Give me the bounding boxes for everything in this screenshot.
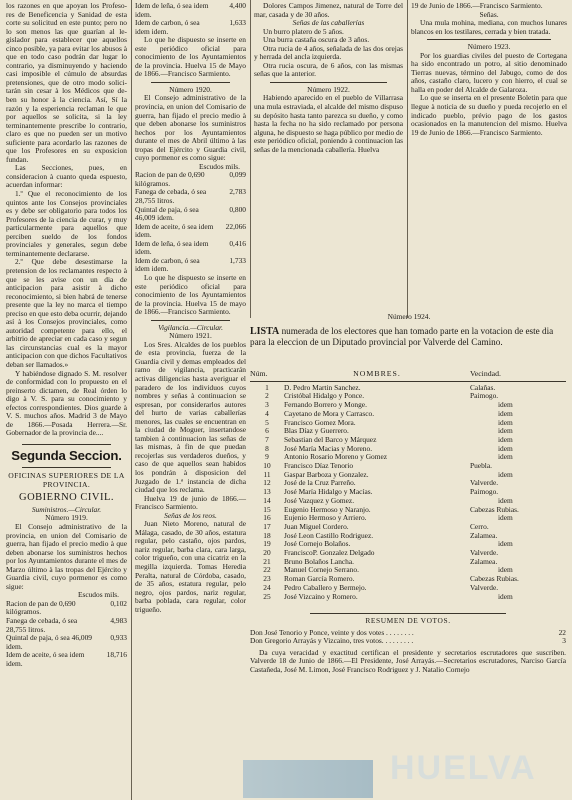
row-vecindad: Cerro. bbox=[470, 521, 489, 531]
item-label: Racion de pan de 0,690 kilógramos. bbox=[6, 598, 76, 617]
row-name: José Leon Castillo Rodriguez. bbox=[284, 530, 374, 540]
divider bbox=[270, 82, 387, 83]
paragraph: Lo que se inserta en el presente Boletin para que llegue à noticia de su dueño y pueda recojerlo en el indicado pueblo, prévio pago de los gastos ocasionados en la manutencion del mismo. Huelva 19 de Junio de 1866.—Francisco Sarmiento. bbox=[411, 93, 567, 137]
item-label: Idem de aceite, ó sea idem idem. bbox=[135, 221, 214, 240]
item-label: Quintal de paja, ó sea 46,009 idem. bbox=[135, 204, 199, 223]
text-line: contrario, ya disminuyendo y haciendo bbox=[6, 60, 127, 70]
col-names-header: NOMBRES. bbox=[353, 369, 401, 378]
text-line: terminantemente prescribe lo contrario, bbox=[6, 120, 127, 130]
list-item bbox=[6, 617, 127, 634]
row-name: Eugenio Hermoso y Naranjo. bbox=[284, 504, 371, 514]
item-value: 2,783 bbox=[229, 187, 246, 197]
number-heading: Número 1919. bbox=[45, 513, 88, 523]
paragraph: Una mula mohina, mediana, con muchos lunares blancos en los testilares, cerrada y bien tratada. bbox=[411, 18, 567, 36]
list-item bbox=[135, 257, 246, 274]
text-line: à que en todo caso podrán dar lugar lo bbox=[6, 43, 127, 62]
row-vecindad: idem bbox=[498, 417, 513, 427]
list-item bbox=[135, 240, 246, 257]
number-heading: Número 1924. bbox=[387, 312, 431, 321]
item-label: Idem de aceite, ó sea idem idem. bbox=[6, 650, 85, 668]
item-value: 22,066 bbox=[225, 221, 246, 231]
row-name: Bruno Bolaños Lancha. bbox=[284, 556, 354, 566]
paragraph: El Consejo administrativo de la provincia, en union del Comisario de guerra, han fijado el precio medio à que deben abonarse los suministros hechos por los Ayuntamientos durante el mes de Marzo último à las tropas del Ejército y Guardia civil, cuyo pormenor es como sigue: bbox=[6, 521, 127, 591]
column-4 bbox=[411, 2, 567, 137]
row-number: 20 bbox=[263, 548, 271, 558]
text-line: corte su solicitud en este punto; pero bbox=[6, 18, 120, 28]
lista-title bbox=[250, 326, 566, 347]
section-heading: Segunda Seccion. bbox=[11, 447, 122, 463]
paragraph: Huelva 19 de junio de 1866.—Francisco Sarmiento. bbox=[135, 493, 246, 512]
paragraph: Y habiéndose dignado S. M. resolver de conformidad con lo propuesto en el preinserto dictamen, de Real órden lo digo à V. S. para su conocimiento y efectos correspondientes. Dios guarde à V. S. muchos años. Madrid 3 de Mayo de 1866.—Posada Herrera.—Sr. Gobernador de la provincia de.... bbox=[6, 368, 127, 438]
text-line: razón y la esperiencia reclaman le bbox=[6, 103, 117, 113]
text-line: gislador para establecer que aquellos bbox=[6, 35, 127, 45]
item-label: Racion de pan de 0,690 kilógramos. bbox=[135, 170, 205, 188]
row-name: D. Pedro Martin Sanchez. bbox=[284, 382, 361, 392]
row-name: Antonio Rosario Moreno y Gomez bbox=[284, 452, 388, 462]
row-vecindad: Cabezas Rubias. bbox=[470, 504, 519, 514]
row-number: 3 bbox=[265, 400, 269, 410]
list-item bbox=[135, 19, 246, 36]
text-line: cinco posible, ya para evitar los abusos bbox=[6, 43, 124, 53]
paragraph: El Consejo administrativo de la provincia, en union del Comisario de guerra, han fijado el precio medio à que deben abonarse los suministros hechos por los Ayuntamientos durante el mes de Abril último à las tropas del Ejército y Guardia civil, cuyo pormenor es como sigue: bbox=[135, 93, 246, 163]
subheading: Señas. bbox=[479, 9, 499, 19]
number-heading: Número 1922. bbox=[307, 84, 350, 94]
subheading: Señas de las caballerías bbox=[292, 18, 365, 28]
row-name: Eujenio Hermoso y Arriero. bbox=[284, 513, 367, 523]
lista-number bbox=[252, 312, 566, 321]
divider bbox=[22, 444, 111, 445]
row-number: 2 bbox=[265, 391, 269, 401]
text-line: pretensiones, que de otro modo solici- bbox=[6, 77, 127, 87]
row-vecindad: idem bbox=[498, 434, 513, 444]
row-name: José María Hidalgo y Macías. bbox=[284, 487, 373, 497]
row-vecindad: Zalamea. bbox=[470, 530, 498, 540]
row-number: 14 bbox=[263, 495, 271, 505]
row-vecindad: idem bbox=[498, 408, 513, 418]
col-vecindad-header: Vecindad. bbox=[470, 369, 501, 378]
price-list bbox=[135, 2, 246, 36]
item-label: Fanega de cebada, ó sea 28,755 litros. bbox=[6, 616, 78, 634]
row-name: Juan Miguel Cordero. bbox=[284, 521, 349, 531]
paragraph: Juan Nieto Moreno, natural de Málaga, casado, de 30 años, estatura regular, pelo castaño, ojos pardos, nariz regular, barba clara, cara larga, color trigueño, con una cicatriz en la megilla izquierda. Tomas Heredia Peralta, natural de Córdoba, casado, de 35 años, estatura regular, pelo negro, ojos pardos, nariz regular, barba poblada, cara regular, color trigueño. bbox=[135, 519, 246, 614]
paragraph: Los Sres. Alcaldes de los pueblos de esta provincia, fuerza de la Guardia civil y demas empleados del ramo de vigilancia, practicarán activas diligencias hasta averiguar el paradero de los individuos cuyos nombres y señas à continuacion se espresan, por considerarlos autores del hurto de varias caballerías menores, las cuales se encuentran en la ciudad de Moguer, insertandose tambien à continuacion las señas de las mismas, à fin de que puedan recojerlas sus verdaderos dueños, y caso de que aquellos sean habidos los pondrán à disposicion del Juzgado de 1.ª instancia de dicha ciudad que los reclama. bbox=[135, 339, 246, 495]
list-item bbox=[135, 223, 246, 240]
seal-stamp bbox=[243, 760, 373, 798]
votes-summary bbox=[250, 613, 566, 675]
row-name: José María Macias y Moreno. bbox=[284, 443, 373, 453]
row-vecindad: idem bbox=[498, 469, 513, 479]
row-vecindad: Paimogo. bbox=[470, 391, 499, 401]
item-label: Idem de carbon, ó sea idem idem. bbox=[135, 255, 200, 274]
paragraph: Las Secciones, pues, en consideracion à cuanto queda espuesto, acuerdan informar: bbox=[6, 163, 127, 190]
number-heading: Número 1920. bbox=[169, 84, 212, 94]
list-item bbox=[135, 171, 246, 188]
column-2 bbox=[135, 2, 246, 614]
paragraph: 19 de Junio de 1866.—Francisco Sarmiento. bbox=[411, 1, 543, 10]
paragraph: Otra rucia de 4 años, señalada de las dos orejas y herrada del ancla izquierda. bbox=[254, 43, 403, 62]
item-value: 0,416 bbox=[229, 238, 246, 248]
paragraph: Lo que he dispuesto se inserte en este periódico oficial para conocimiento de los Ayuntamientos de la provincia. Huelva 15 de mayo de 1866.—Francisco Sarmiento. bbox=[135, 272, 246, 317]
number-heading: Número 1923. bbox=[467, 42, 511, 52]
row-name: Gaspar Barboza y Gonzalez. bbox=[284, 469, 369, 479]
row-name: José Cornejo Bolaños. bbox=[284, 539, 351, 549]
electors-table bbox=[250, 368, 566, 601]
row-number: 21 bbox=[263, 556, 271, 566]
row-number: 15 bbox=[263, 504, 271, 514]
row-number: 7 bbox=[265, 434, 269, 444]
list-item bbox=[135, 2, 246, 19]
row-number: 24 bbox=[263, 582, 271, 592]
text-line: tarán sin cesar à los Médicos que de- bbox=[6, 86, 127, 96]
table-body bbox=[250, 384, 566, 602]
item-value: 22 bbox=[558, 627, 566, 637]
lead-lines bbox=[6, 2, 127, 164]
column-divider bbox=[407, 0, 408, 318]
text-line: los razones en que apoyan los Profeso- bbox=[6, 1, 127, 10]
divider bbox=[427, 39, 551, 40]
row-vecindad: idem bbox=[498, 539, 513, 549]
row-number: 4 bbox=[265, 408, 269, 418]
table-row bbox=[250, 593, 566, 602]
row-vecindad: idem bbox=[498, 495, 513, 505]
row-name: Francisco Díaz Tenorio bbox=[284, 461, 354, 471]
list-item bbox=[135, 206, 246, 223]
row-name: Blas Díaz y Guerrero. bbox=[284, 426, 349, 436]
paragraph: 2.º Que debe desestimarse la pretension de los reclamantes respecto à que se les avise con un dia de anticipacion para asistir à dicho reconocimiento, si bien habrá de tenerse presente que la ley no marca el tiempo preciso en que esto deba ocurrir, dejando así à los Consejos provinciales, como autoridad competente para ello, el arbitrio de apreciar en cada caso y segun las circunstancias cual es la mayor anticipacion con que dichos Facultativos deban ser llamados.» bbox=[6, 257, 127, 369]
lista-title-text: numerada de los electores que han tomado parte en la votacion de este dia para la eleccion de un Diputado provincial por Valverde del Camino. bbox=[250, 326, 554, 348]
subheading: Señas de los reos. bbox=[164, 510, 217, 520]
row-vecindad: idem bbox=[498, 426, 513, 436]
paragraph: Un burro platero de 5 años. bbox=[263, 26, 344, 36]
row-name: Manuel Cornejo Serrano. bbox=[284, 565, 359, 575]
row-number: 13 bbox=[263, 487, 271, 497]
number-heading: Número 1921. bbox=[169, 331, 212, 341]
row-name: Roman García Romero. bbox=[284, 574, 355, 584]
row-vecindad: idem bbox=[498, 565, 513, 575]
watermark-huelva: HUELVA bbox=[390, 749, 537, 787]
row-number: 11 bbox=[263, 469, 271, 479]
paragraph: Por los guardias civiles del puesto de Cortegana ha sido encontrado un potro, al sitio denominado Tierras nuevas, término del Jabugo, como de dos años, castaño claro, lucero y con hierro, el cual se halla en poder del Alcalde de Galaroza. bbox=[411, 50, 567, 94]
row-number: 10 bbox=[263, 461, 271, 471]
text-line: claro es que no pueden ser un motivo bbox=[6, 129, 127, 139]
row-name: Francisco Gomez Mora. bbox=[284, 417, 356, 427]
row-name: Fernando Borrero y Monge. bbox=[284, 400, 367, 410]
paragraph: Lo que he dispuesto se inserte en este periódico oficial para conocimiento de los Ayuntamientos de la provincia. Huelva 15 de Mayo de 1866.—Francisco Sarmiento. bbox=[135, 35, 246, 79]
item-value: 4,400 bbox=[229, 1, 246, 10]
item-value: 18,716 bbox=[106, 650, 127, 660]
paragraph: Otra rucia oscura, de 6 años, con las mismas señas que la anterior. bbox=[254, 60, 403, 79]
row-vecindad: Cabezas Rubias. bbox=[470, 574, 519, 584]
text-line: de que los Profesores en su exposicion bbox=[6, 137, 127, 156]
item-value: 4,983 bbox=[110, 616, 127, 625]
row-number: 5 bbox=[265, 417, 269, 427]
row-name: José Vizcaino y Romero. bbox=[284, 591, 358, 601]
text-line: ben su honor à la ciencia. Así, Sí la bbox=[6, 95, 127, 105]
lista-title-bold: LISTA bbox=[250, 326, 280, 337]
paragraph: 1.º Que el reconocimiento de los quintos ante los Consejos provinciales es y debe ser obligatorio para todos los Profesores de la ciencia de curar, y muy particularmente para aquellos que perciben sueldo de los fondos provinciales y generales, segun debe terminantemente declararse. bbox=[6, 189, 127, 258]
units-label: Escudos mils. bbox=[77, 590, 119, 600]
circular-subheading: Suministros.—Circular. bbox=[31, 504, 102, 514]
offices-heading: OFICINAS SUPERIORES DE LA PROVINCIA. bbox=[8, 470, 125, 489]
text-line: suficiente para acordarlo las razones bbox=[6, 137, 121, 147]
col-number-header: Núm. bbox=[250, 369, 268, 378]
row-vecindad: Valverde. bbox=[470, 548, 499, 558]
row-number: 12 bbox=[263, 478, 271, 488]
row-vecindad: idem bbox=[498, 452, 513, 462]
table-header bbox=[250, 370, 566, 379]
item-label: Idem de leña, ó sea idem idem. bbox=[135, 238, 209, 257]
item-label: Quintal de paja, ó sea 46,009 idem. bbox=[6, 633, 92, 651]
row-vecindad: idem bbox=[498, 513, 513, 523]
row-vecindad: Valverde. bbox=[470, 582, 499, 592]
row-name: José Vazquez y Gomez. bbox=[284, 495, 355, 505]
row-name: Cayetano de Mora y Carrasco. bbox=[284, 408, 375, 418]
paragraph: Una burra castaña oscura de 3 años. bbox=[263, 35, 370, 45]
row-number: 19 bbox=[263, 539, 271, 549]
row-vecindad: Paimogo. bbox=[470, 487, 499, 497]
paragraph bbox=[6, 2, 127, 164]
row-number: 8 bbox=[265, 443, 269, 453]
item-label: Don Gregorio Arrayás y Vizcaino, tres votos. . . . . . . . . bbox=[250, 636, 414, 646]
item-value: 3 bbox=[562, 636, 566, 646]
item-value: 0,102 bbox=[110, 598, 127, 608]
row-number: 17 bbox=[263, 521, 271, 531]
column-3 bbox=[254, 2, 403, 154]
government-heading: GOBIERNO CIVIL. bbox=[19, 491, 114, 503]
column-1 bbox=[6, 2, 127, 668]
column-divider bbox=[131, 0, 132, 800]
item-label: Idem de leña, ó sea idem idem. bbox=[135, 1, 209, 19]
circular-subheading: Vigilancia.—Circular. bbox=[158, 322, 223, 332]
units-label: Escudos mils. bbox=[198, 161, 240, 171]
item-value: 1,733 bbox=[229, 255, 246, 265]
row-vecindad: Valverde. bbox=[470, 478, 499, 488]
row-number: 9 bbox=[265, 452, 269, 462]
item-value: 0,933 bbox=[110, 633, 127, 643]
item-value: 0,099 bbox=[229, 170, 246, 180]
divider bbox=[22, 467, 111, 468]
item-label: Don José Tenorio y Ponce, veinte y dos votes . . . . . . . . bbox=[250, 627, 414, 637]
row-name: FranciscoP. Gonzalez Delgado bbox=[284, 548, 375, 558]
row-vecindad: Zalamea. bbox=[470, 556, 498, 566]
text-line: res de Beneficencia y Sanidad de esta bbox=[6, 9, 127, 19]
divider bbox=[151, 320, 230, 321]
divider bbox=[310, 613, 506, 614]
text-line: casi imposible el cúmulo de absurdas bbox=[6, 69, 127, 79]
list-item bbox=[6, 634, 127, 651]
row-vecindad: idem bbox=[498, 443, 513, 453]
votes-list bbox=[250, 629, 566, 646]
price-list bbox=[6, 600, 127, 668]
divider bbox=[151, 82, 230, 83]
item-value: 1,633 bbox=[229, 18, 246, 28]
text-line: no lo son menos las que guarían al le- bbox=[6, 18, 127, 36]
row-number: 25 bbox=[263, 591, 271, 601]
row-number: 16 bbox=[263, 513, 271, 523]
closing-paragraph: Da cuya veracidad y exactitud certifican el presidente y secretarios escrutadores que suscriben. Valverde 18 de Junio de 1866.—El Presidente, José Arrayás.—Secretarios escrutadores, Narciso García Castañeda, José M. Limon, José Francisco Rodriguez y J. Natalio Cornejo bbox=[250, 647, 566, 674]
row-vecindad: Calañas. bbox=[470, 382, 496, 392]
row-name: Sebastian del Barco y Márquez bbox=[284, 434, 377, 444]
item-value: 0,800 bbox=[229, 204, 246, 214]
divider bbox=[250, 381, 566, 382]
row-number: 6 bbox=[265, 426, 269, 436]
list-item bbox=[250, 637, 566, 646]
row-number: 23 bbox=[263, 574, 271, 584]
price-list bbox=[135, 171, 246, 274]
list-item bbox=[135, 188, 246, 205]
row-name: José de la Cruz Parreño. bbox=[284, 478, 356, 488]
row-number: 22 bbox=[263, 565, 271, 575]
text-line: que por aquellos se solicita, si la ley bbox=[6, 103, 127, 122]
paragraph: Habiendo aparecido en el pueblo de Villarrasa una mula estraviada, el alcalde del mismo dispuso su depósito hasta tanto parezca su dueño, y como hasta la fecha no ha sido reclamado por persona alguna, he dispuesto se haga público por medio de este periódico oficial, poniendo à continuacion las señas de la mencionada caballería. Huelva bbox=[254, 93, 403, 154]
summary-heading: RESUMEN DE VOTOS. bbox=[365, 616, 451, 625]
text-line: fundan. bbox=[6, 154, 29, 164]
row-vecindad: idem bbox=[498, 591, 513, 601]
row-name: Pedro Caballero y Bermejo. bbox=[284, 582, 367, 592]
paragraph: Dolores Campos Jimenez, natural de Torre del mar, casada y de 30 años. bbox=[254, 1, 403, 19]
row-vecindad: Puebla. bbox=[470, 461, 492, 471]
item-label: Fanega de cebada, ó sea 28,755 litros. bbox=[135, 187, 207, 206]
row-vecindad: idem bbox=[498, 400, 513, 410]
item-label: Idem de carbon, ó sea idem idem. bbox=[135, 18, 200, 36]
row-name: Cristóbal Hidalgo y Ponce. bbox=[284, 391, 365, 401]
column-divider bbox=[250, 0, 251, 318]
row-number: 1 bbox=[265, 382, 269, 392]
row-number: 18 bbox=[263, 530, 271, 540]
list-item bbox=[6, 651, 127, 668]
list-item bbox=[6, 600, 127, 617]
